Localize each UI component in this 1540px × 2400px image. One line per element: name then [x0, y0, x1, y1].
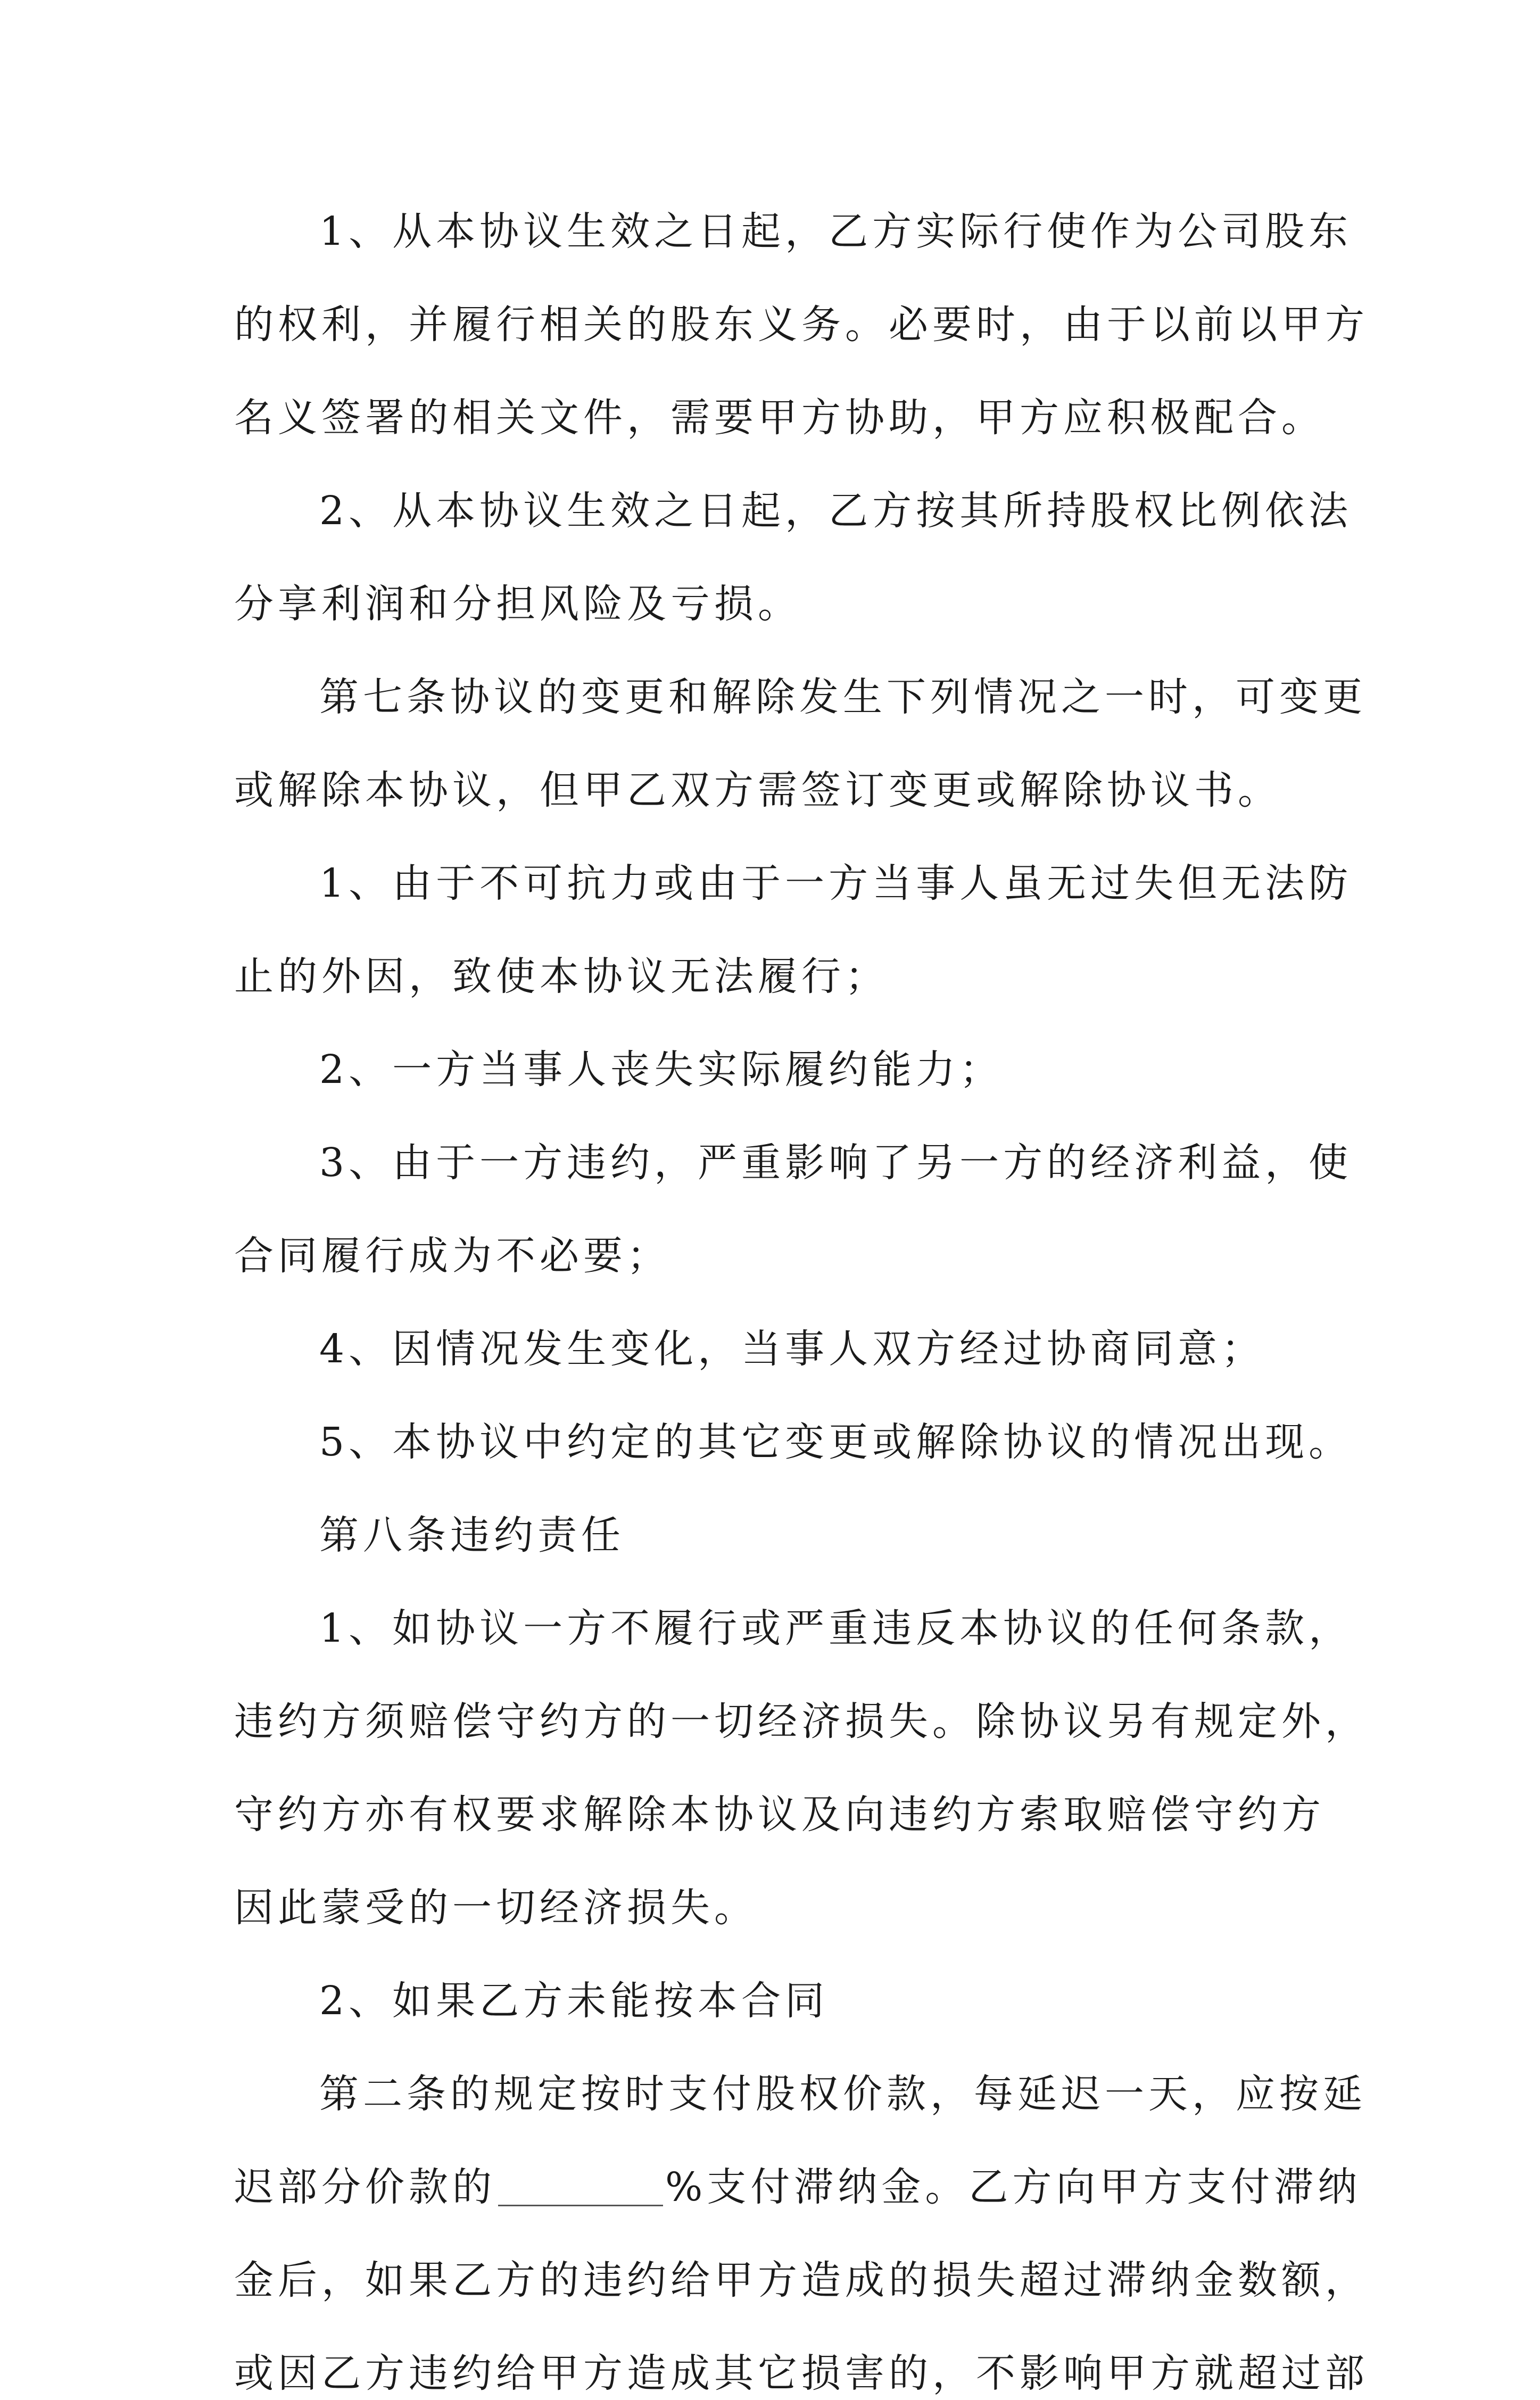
- paragraph-line: 名义签署的相关文件，需要甲方协助，甲方应积极配合。: [234, 395, 1325, 441]
- paragraph-line: 3、由于一方违约，严重影响了另一方的经济利益，使: [319, 1140, 1353, 1186]
- paragraph-line: 违约方须赔偿守约方的一切经济损失。除协议另有规定外，: [234, 1699, 1369, 1744]
- paragraph-line: 2、从本协议生效之日起，乙方按其所持股权比例依法: [319, 488, 1353, 534]
- paragraph-line: 1、从本协议生效之日起，乙方实际行使作为公司股东: [319, 209, 1353, 254]
- paragraph-line-with-blank: [234, 2161, 1361, 2214]
- paragraph-line: 2、一方当事人丧失实际履约能力；: [319, 1047, 1004, 1093]
- paragraph-line: 1、如协议一方不履行或严重违反本协议的任何条款，: [319, 1605, 1353, 1651]
- paragraph-line: 第七条协议的变更和解除发生下列情况之一时，可变更: [319, 674, 1367, 720]
- text-before-blank: 迟部分价款的: [234, 2164, 496, 2210]
- paragraph-line: 2、如果乙方未能按本合同: [319, 1978, 829, 2024]
- paragraph-line: 或解除本协议，但甲乙双方需签订变更或解除协议书。: [234, 767, 1281, 813]
- fill-in-blank[interactable]: [498, 2167, 663, 2206]
- paragraph-line: 守约方亦有权要求解除本协议及向违约方索取赔偿守约方: [234, 1792, 1325, 1838]
- paragraph-line: 止的外因，致使本协议无法履行；: [234, 954, 889, 999]
- section-heading: 第八条违约责任: [319, 1512, 625, 1558]
- paragraph-line: 的权利，并履行相关的股东义务。必要时，由于以前以甲方: [234, 302, 1369, 347]
- paragraph-line: 1、由于不可抗力或由于一方当事人虽无过失但无法防: [319, 860, 1353, 906]
- paragraph-line: 合同履行成为不必要；: [234, 1233, 670, 1279]
- paragraph-line: 4、因情况发生变化，当事人双方经过协商同意；: [319, 1326, 1265, 1372]
- text-after-blank: %支付滞纳金。乙方向甲方支付滞纳: [665, 2164, 1362, 2210]
- paragraph-line: 第二条的规定按时支付股权价款，每延迟一天，应按延: [319, 2071, 1367, 2117]
- paragraph-line: 或因乙方违约给甲方造成其它损害的，不影响甲方就超过部: [234, 2351, 1369, 2396]
- paragraph-line: 分享利润和分担风险及亏损。: [234, 581, 801, 627]
- paragraph-line: 5、本协议中约定的其它变更或解除协议的情况出现。: [319, 1419, 1353, 1465]
- paragraph-line: 因此蒙受的一切经济损失。: [234, 1885, 758, 1931]
- paragraph-line: 金后，如果乙方的违约给甲方造成的损失超过滞纳金数额，: [234, 2257, 1369, 2303]
